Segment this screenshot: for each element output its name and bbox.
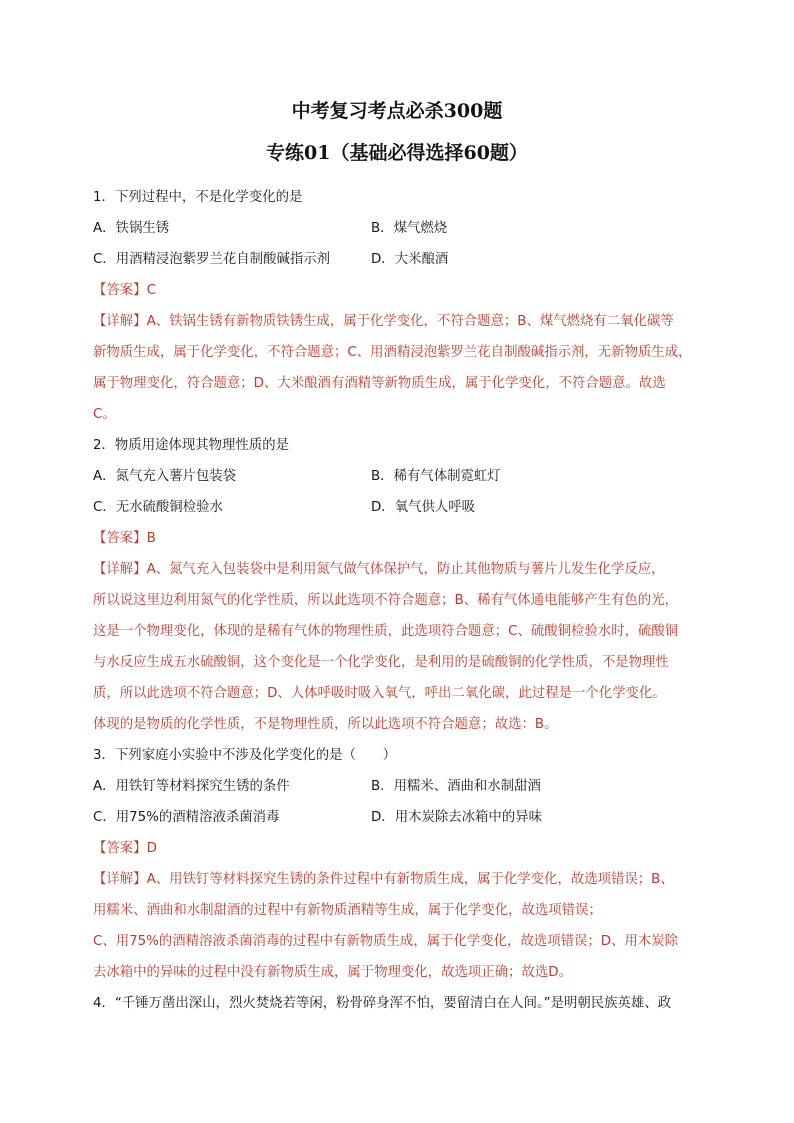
explanation-line: 所以说这里边利用氮气的化学性质，所以此选项不符合题意；B、稀有气体通电能够产生有色的光， [93,593,678,608]
question-stem: 2．物质用途体现其物理性质的是 [93,438,289,453]
option-c: C．用75%的酒精溶液杀菌消毒 [93,810,280,825]
option-a: A．铁锅生锈 [93,221,170,236]
option-b: B．稀有气体制霓虹灯 [371,469,501,484]
option-row [93,213,705,244]
option-row [93,771,705,802]
explanation-line: 新物质生成，属于化学变化，不符合题意；C、用酒精浸泡紫罗兰花自制酸碱指示剂，无新物质生成， [93,345,692,360]
explanation-tag: 【详解】 [93,562,147,577]
explanation [93,306,705,430]
answer-line [93,833,705,864]
option-d: D．用木炭除去冰箱中的异味 [371,810,542,825]
explanation-text: A、铁锅生锈有新物质铁锈生成，属于化学变化，不符合题意；B、煤气燃烧有二氧化碳等 [146,314,674,329]
explanation-text: A、用铁钉等材料探究生锈的条件过程中有新物质生成，属于化学变化，故选项错误；B、 [146,872,674,887]
explanation-line: C。 [93,407,116,422]
page-title: 中考复习考点必杀300题 [291,100,503,122]
explanation-line: C、用75%的酒精溶液杀菌消毒的过程中有新物质生成，属于化学变化，故选项错误；D、用木炭除 [93,934,679,949]
answer-tag: 【答案】 [93,531,147,546]
page-subtitle: 专练01（基础必得选择60题） [266,142,528,164]
option-row [93,492,705,523]
explanation-line: 体现的是物质的化学性质，不是物理性质，所以此选项不符合题意；故选：B。 [93,717,558,732]
explanation-line: 质，所以此选项不符合题意；D、人体呼吸时吸入氧气，呼出二氧化碳，此过程是一个化学变化。 [93,686,666,701]
explanation-tag: 【详解】 [93,314,147,329]
explanation-line: 与水反应生成五水硫酸铜，这个变化是一个化学变化，是利用的是硫酸铜的化学性质，不是物理性 [93,655,669,670]
answer-value: D [146,841,157,856]
explanation-line [93,306,705,337]
answer-line [93,523,705,554]
explanation-line: 这是一个物理变化，体现的是稀有气体的物理性质，此选项符合题意；C、硫酸铜检验水时，硫酸铜 [93,624,679,639]
explanation-line: 用糯米、酒曲和水制甜酒的过程中有新物质酒精等生成，属于化学变化，故选项错误； [93,903,602,918]
question-stem: 1．下列过程中，不是化学变化的是 [93,190,303,205]
answer-value: B [146,531,156,546]
explanation [93,554,705,740]
explanation-line [93,554,705,585]
option-c: C．用酒精浸泡紫罗兰花自制酸碱指示剂 [93,252,330,267]
option-b: B．煤气燃烧 [371,221,448,236]
option-row [93,802,705,833]
explanation-line: 去冰箱中的异味的过程中没有新物质生成，属于物理变化，故选项正确；故选D。 [93,965,572,980]
answer-line [93,275,705,306]
answer-value: C [146,283,156,298]
option-a: A．氮气充入薯片包装袋 [93,469,237,484]
option-d: D．大米酿酒 [371,252,449,267]
answer-tag: 【答案】 [93,283,147,298]
option-row [93,461,705,492]
option-a: A．用铁钉等材料探究生锈的条件 [93,779,290,794]
option-d: D．氧气供人呼吸 [371,500,476,515]
question-stem: 3．下列家庭小实验中不涉及化学变化的是（ ） [93,748,397,763]
question-stem: 4．“千锤万凿出深山，烈火焚烧若等闲，粉骨碎身浑不怕，要留清白在人间。”是明朝民族英雄、政 [93,996,672,1011]
explanation-text: A、氮气充入包装袋中是利用氮气做气体保护气，防止其他物质与薯片儿发生化学反应， [146,562,665,577]
explanation-tag: 【详解】 [93,872,147,887]
explanation-line [93,864,705,895]
explanation [93,864,705,988]
answer-tag: 【答案】 [93,841,147,856]
option-b: B．用糯米、酒曲和水制甜酒 [371,779,541,794]
option-c: C．无水硫酸铜检验水 [93,500,223,515]
option-row [93,244,705,275]
explanation-line: 属于物理变化，符合题意；D、大米酿酒有酒精等新物质生成，属于化学变化，不符合题意。故选 [93,376,666,391]
question-list [93,182,705,1019]
